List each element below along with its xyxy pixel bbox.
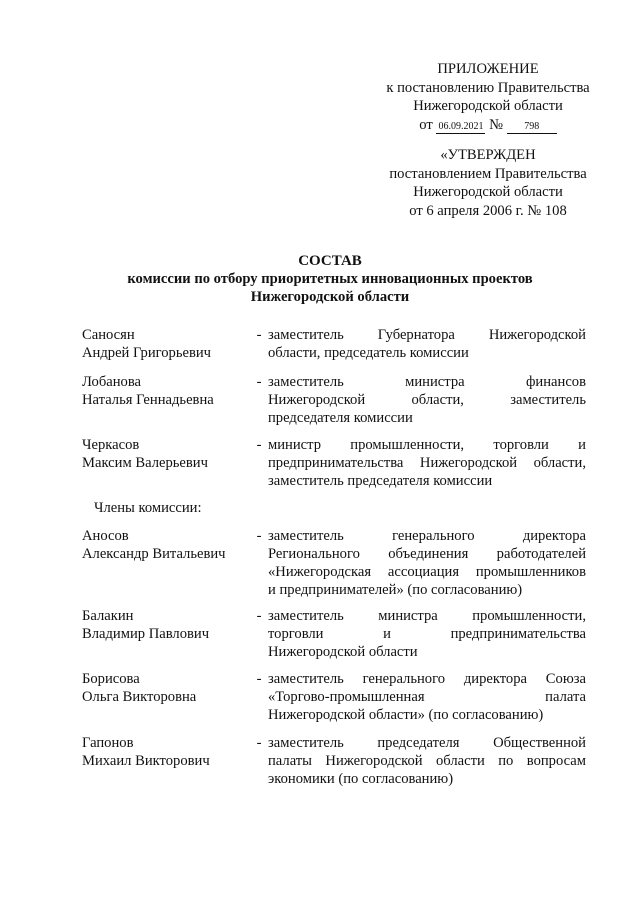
position-line: Регионального объединения работодателей [268,546,586,562]
position-line: Нижегородской области» (по согласованию) [268,707,544,723]
approved-line1: постановлением Правительства [389,165,587,182]
person-given-names: Андрей Григорьевич [82,345,212,361]
person-position [268,326,586,362]
person-surname: Лобанова [82,374,142,390]
person-name [82,670,252,706]
position-line: и предпринимателей» (по согласованию) [268,582,523,598]
appendix-line1: к постановлению Правительства [386,79,590,96]
person-surname: Гапонов [82,735,134,751]
position-line: заместитель председателя Общественной [268,735,586,751]
person-position [268,670,586,724]
title-heading: СОСТАВ [298,253,362,269]
entry-dash: - [256,608,262,624]
position-line: заместитель министра промышленности, [268,608,586,624]
position-line: «Торгово-промышленная палата [268,689,586,705]
person-surname: Черкасов [82,437,140,453]
person-given-names: Михаил Викторович [82,753,210,769]
position-line: заместитель председателя комиссии [268,473,493,489]
members-label: Члены комиссии: [94,500,202,516]
person-position [268,734,586,788]
person-position [268,527,586,599]
appendix-number-sign: № [489,116,504,133]
appendix-date-field [436,119,485,134]
approved-stamp [378,146,598,220]
person-given-names: Владимир Павлович [82,626,210,642]
person-name [82,527,252,563]
approved-line3: от 6 апреля 2006 г. № 108 [409,202,567,219]
entry-dash: - [256,528,262,544]
person-surname: Борисова [82,671,140,687]
person-given-names: Ольга Викторовна [82,689,197,705]
position-line: Нижегородской области, заместитель [268,392,586,408]
person-position [268,607,586,661]
position-line: председателя комиссии [268,410,413,426]
person-surname: Аносов [82,528,129,544]
position-line: области, председатель комиссии [268,345,469,361]
title-line2: Нижегородской области [250,289,410,305]
title-line1: комиссии по отбору приоритетных инновационных проектов [127,271,533,287]
person-position [268,373,586,427]
position-line: «Нижегородская ассоциация промышленников [268,564,586,580]
appendix-header [378,60,598,134]
appendix-title: ПРИЛОЖЕНИЕ [437,61,539,77]
appendix-number: 798 [524,120,540,132]
position-line: Нижегородской области [268,644,418,660]
position-line: заместитель генерального директора [268,528,586,544]
entry-dash: - [256,327,262,343]
position-line: палаты Нижегородской области по вопросам [268,753,586,769]
person-name [82,373,252,409]
position-line: предпринимательства Нижегородской области, [268,455,586,471]
position-line: заместитель генерального директора Союза [268,671,586,687]
person-name [82,436,252,472]
person-given-names: Александр Витальевич [82,546,226,562]
appendix-number-field [507,119,557,134]
position-line: министр промышленности, торговли и [268,437,586,453]
entry-dash: - [256,735,262,751]
person-name [82,607,252,643]
appendix-line2: Нижегородской области [413,98,563,114]
position-line: заместитель Губернатора Нижегородской [268,327,586,343]
position-line: заместитель министра финансов [268,374,586,390]
person-surname: Саносян [82,327,135,343]
entry-dash: - [256,437,262,453]
appendix-date-line [378,116,598,135]
person-given-names: Максим Валерьевич [82,455,208,471]
person-given-names: Наталья Геннадьевна [82,392,214,408]
position-line: экономики (по согласованию) [268,771,454,787]
appendix-date: 06.09.2021 [438,120,484,132]
person-surname: Балакин [82,608,134,624]
entry-dash: - [256,374,262,390]
position-line: торговли и предпринимательства [268,626,586,642]
person-name [82,326,252,362]
appendix-from: от [419,116,433,133]
approved-title: «УТВЕРЖДЕН [440,147,536,163]
entry-dash: - [256,671,262,687]
approved-line2: Нижегородской области [413,184,563,200]
document-title [80,252,580,306]
person-name [82,734,252,770]
person-position [268,436,586,490]
